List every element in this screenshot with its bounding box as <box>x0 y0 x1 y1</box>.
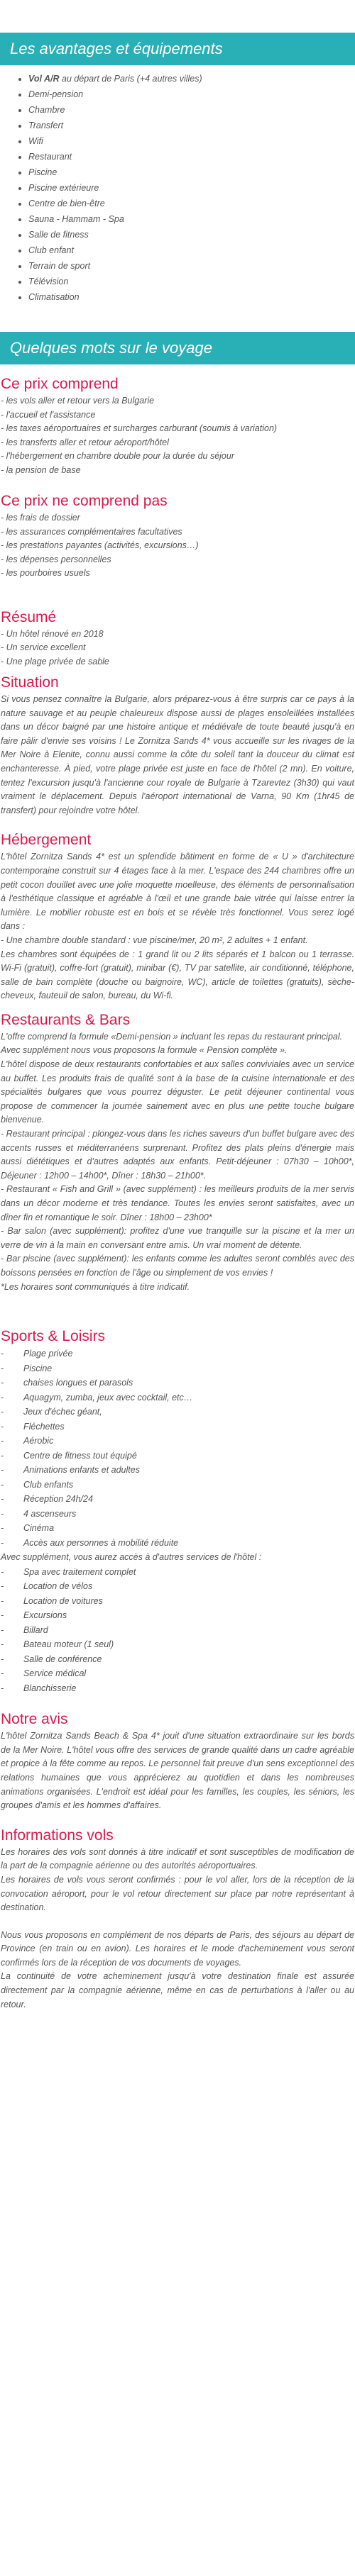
amenity-text: Terrain de sport <box>28 261 91 271</box>
amenities-list <box>0 71 355 305</box>
infos-text-1: Les horaires des vols sont donnés à titre indicatif et sont susceptibles de modification de la part de la compagnie aérienne ou des autorités aéroportuaires. <box>1 1846 354 1871</box>
amenity-text: Climatisation <box>28 292 80 302</box>
dash-marker: - <box>1 1537 23 1548</box>
heading-prix-compris: Ce prix comprend <box>1 376 119 392</box>
prix-non-compris-item: - les assurances complémentaires facultatives <box>1 526 182 537</box>
section-banner-avantages: Les avantages et équipements <box>0 33 355 65</box>
sports-supp-item-text: Salle de conférence <box>23 1654 102 1664</box>
hebergement-text-2: - Une chambre double standard : vue piscine/mer, 20 m², 2 adultes + 1 enfant. <box>1 935 308 945</box>
dash-marker: - <box>1 1668 23 1679</box>
infos-text-2: Les horaires de vols vous seront confirmés : pour le vol aller, lors de la réception de la convocation aéroport, pour le vol retour directement sur place par notre représentant à destination. <box>1 1874 354 1913</box>
dash-marker: - <box>1 1450 23 1461</box>
sports-supp-item-text: Spa avec traitement complet <box>23 1566 136 1577</box>
amenity-text: Chambre <box>28 105 65 115</box>
restaurants-text-6: - Bar salon (avec supplément): profitez d'une vue tranquille sur la piscine et la mer un verre de vin à la main en conversant entre amis. Un vrai moment de détente. <box>1 1226 354 1250</box>
sports-supp-intro: Avec supplément, vous aurez accès à d'autres services de l'hôtel : <box>1 1552 262 1563</box>
amenity-item <box>28 227 355 242</box>
sports-list <box>0 1346 355 1550</box>
avis-text: L'hôtel Zornitza Sands Beach & Spa 4* jouit d'une situation extraordinaire sur les bords de la Mer Noire. L'hôtel vous offre des services de grande qualité dans un cadre agréable et propice à la fête comme au repos. Le personnel fait preuve d'un sens exceptionnel des relations humaines que vous apprécierez au quotidien et dans les nombreuses animations organisées. L'endroit est idéal pour les familles, les couples, les séniors, les groupes d'amis et les hommes d'affaires. <box>1 1731 354 1811</box>
sports-item-text: 4 ascenseurs <box>23 1508 77 1519</box>
sports-item <box>0 1463 355 1478</box>
restaurants-text-8: *Les horaires sont communiqués à titre indicatif. <box>1 1281 190 1292</box>
dash-marker: - <box>1 1595 23 1606</box>
restaurants-text-2: Avec supplément nous vous proposons la formule « Pension complète ». <box>1 1045 288 1056</box>
sports-item <box>0 1521 355 1536</box>
dash-marker: - <box>1 1683 23 1693</box>
resume-list <box>0 628 355 669</box>
sports-item <box>0 1492 355 1507</box>
infos-text-3: Nous vous proposons en complément de nos départs de Paris, des séjours au départ de Province (en train ou en avion). Les horaires et le mode d'acheminement vous seront confirmés lors de la réception de vos documents de voyages. <box>1 1929 354 1968</box>
sports-item-text: Cinéma <box>23 1523 55 1534</box>
amenity-item <box>28 258 355 274</box>
heading-prix-non-compris: Ce prix ne comprend pas <box>1 493 168 509</box>
sports-item-text: Animations enfants et adultes <box>23 1465 140 1476</box>
amenity-item <box>28 165 355 180</box>
prix-compris-item: - l'hébergement en chambre double pour la durée du séjour <box>1 451 234 461</box>
resume-item: - Une plage privée de sable <box>1 656 109 667</box>
sports-supp-item <box>0 1623 355 1638</box>
dash-marker: - <box>1 1392 23 1403</box>
dash-marker: - <box>1 1407 23 1417</box>
heading-situation: Situation <box>1 674 59 691</box>
sports-item <box>0 1449 355 1463</box>
prix-non-compris-item: - les frais de dossier <box>1 513 80 523</box>
amenity-item <box>28 118 355 133</box>
restaurants-text-7: - Bar piscine (avec supplément): les enfants comme les adultes seront comblés avec des boissons pensées en fonction de l'âge ou simplement de vos envies ! <box>1 1254 354 1278</box>
amenity-item <box>28 289 355 305</box>
sports-item <box>0 1346 355 1361</box>
sports-item <box>0 1405 355 1420</box>
prix-non-compris-item: - les pourboires usuels <box>1 568 90 578</box>
dash-marker: - <box>1 1566 23 1577</box>
page <box>0 33 355 2012</box>
sports-supp-item-text: Service médical <box>23 1668 87 1679</box>
sports-supp-item <box>0 1652 355 1667</box>
amenity-item <box>28 87 355 102</box>
sports-supp-item-text: Excursions <box>23 1610 67 1621</box>
amenity-item <box>28 211 355 227</box>
sports-item-text: Fléchettes <box>23 1421 65 1432</box>
hebergement-text-1: L'hôtel Zornitza Sands 4* est un splendide bâtiment en forme de « U » d'architecture contemporaine construit sur 4 étages face à la mer. L'espace des 244 chambres offre un petit cocon douillet avec une jolie moquette moelleuse, des éléments de personnalisation à l'esthétique classique et agréable à l'œil et une grande baie vitrée qui laisse entrer la lumière. Le mobilier robuste est en bois et se révèle très fonctionnel. Vous serez logé dans : <box>1 852 354 932</box>
sports-supp-list <box>0 1565 355 1696</box>
prix-non-compris-item: - les prestations payantes (activités, excursions…) <box>1 540 199 550</box>
sports-item-text: chaises longues et parasols <box>23 1378 133 1388</box>
amenity-item <box>28 102 355 118</box>
sports-item-text: Aquagym, zumba, jeux avec cocktail, etc… <box>23 1392 193 1403</box>
sports-item <box>0 1536 355 1551</box>
restaurants-text-4: - Restaurant principal : plongez-vous dans les riches saveurs d'un buffet bulgare avec des accents russes et méditerranéens surprenant. Profitez des plats pleins d'énergie mais aussi diététiques et d'autres adaptés aux enfants. Petit-déjeuner : 07h30 – 10h00*, Déjeuner : 12h00 – 14h00*, Dîner : 18h30 – 21h00*. <box>1 1129 354 1181</box>
sports-supp-item <box>0 1608 355 1623</box>
sports-supp-item <box>0 1594 355 1609</box>
sports-supp-item <box>0 1565 355 1580</box>
amenity-item <box>28 180 355 196</box>
amenity-text: Centre de bien-être <box>28 199 105 208</box>
dash-marker: - <box>1 1523 23 1534</box>
amenity-text: Restaurant <box>28 152 72 162</box>
restaurants-text-3: L'hôtel dispose de deux restaurants confortables et aux salles conviviales avec un service au buffet. Les produits frais de qualité sont à la base de la cuisine internationale et des spécialités bulgares que vous pourrez déguster. Le petit déjeuner continental vous propose de commencer la journée sainement avec en plus une petite touche bulgare bienvenue. <box>1 1059 354 1125</box>
sports-item-text: Jeux d'échec géant, <box>23 1407 102 1417</box>
restaurants-text-5: - Restaurant « Fish and Grill » (avec supplément) : les meilleurs produits de la mer servis dans un décor moderne et très tendance. Toutes les envies seront satisfaites, avec un dîner fin et romantique le soir. Dîner : 18h00 – 23h00* <box>1 1184 354 1222</box>
sports-supp-item-text: Blanchisserie <box>23 1683 77 1693</box>
sports-item-text: Réception 24h/24 <box>23 1494 93 1505</box>
resume-item: - Un service excellent <box>1 642 86 652</box>
dash-marker: - <box>1 1494 23 1505</box>
sports-supp-item <box>0 1637 355 1652</box>
prix-compris-item: - les transferts aller et retour aéroport/hôtel <box>1 437 169 447</box>
section-banner-voyage: Quelques mots sur le voyage <box>0 332 355 364</box>
prix-compris-item: - la pension de base <box>1 464 81 475</box>
amenity-text: Piscine <box>28 167 58 177</box>
sports-item-text: Aérobic <box>23 1436 54 1446</box>
sports-supp-item <box>0 1666 355 1681</box>
sports-supp-item-text: Bateau moteur (1 seul) <box>23 1639 114 1650</box>
amenity-text: au départ de Paris (+4 autres villes) <box>59 74 202 84</box>
dash-marker: - <box>1 1436 23 1446</box>
prix-non-compris-list <box>0 511 355 581</box>
dash-marker: - <box>1 1479 23 1490</box>
dash-marker: - <box>1 1378 23 1388</box>
prix-compris-item: - l'accueil et l'assistance <box>1 409 96 420</box>
infos-text-4: La continuité de votre acheminement jusqu'à votre destination finale est assurée directement par la compagnie aérienne, même en cas de perturbations à l'aller ou au retour. <box>1 1971 354 2009</box>
dash-marker: - <box>1 1581 23 1592</box>
dash-marker: - <box>1 1654 23 1664</box>
resume-item: - Un hôtel rénové en 2018 <box>1 628 104 639</box>
sports-item <box>0 1434 355 1449</box>
heading-hebergement: Hébergement <box>1 832 92 849</box>
amenity-item <box>28 274 355 289</box>
amenity-item <box>28 133 355 149</box>
dash-marker: - <box>1 1465 23 1476</box>
prix-non-compris-item: - les dépenses personnelles <box>1 554 111 564</box>
dash-marker: - <box>1 1624 23 1635</box>
sports-item <box>0 1507 355 1522</box>
amenity-item <box>28 149 355 165</box>
hebergement-text-3: Les chambres sont équipées de : 1 grand lit ou 2 lits séparés et 1 balcon ou 1 terrasse. Wi-Fi (gratuit), coffre-fort (gratuit), minibar (€), TV par satellite, air conditionné, téléphone, salle de bain complète (douche ou baignoire, WC), article de toilettes (gratuits), sèche-cheveux, fauteuil de salon, bureau, du Wi-fi. <box>1 949 354 1001</box>
amenity-item <box>28 242 355 258</box>
sports-item-text: Plage privée <box>23 1349 73 1359</box>
dash-marker: - <box>1 1610 23 1621</box>
amenity-text: Demi-pension <box>28 89 84 99</box>
dash-marker: - <box>1 1349 23 1359</box>
amenity-bold: Vol A/R <box>28 74 60 84</box>
amenity-text: Transfert <box>28 121 64 130</box>
prix-compris-item: - les vols aller et retour vers la Bulgarie <box>1 396 155 406</box>
amenity-text: Piscine extérieure <box>28 183 99 193</box>
dash-marker: - <box>1 1508 23 1519</box>
dash-marker: - <box>1 1363 23 1373</box>
restaurants-text-1: L'offre comprend la formule «Demi-pension » incluant les repas du restaurant principal. <box>1 1031 343 1042</box>
sports-item-text: Piscine <box>23 1363 53 1373</box>
sports-item <box>0 1478 355 1493</box>
sports-supp-item <box>0 1579 355 1594</box>
amenity-text: Club enfant <box>28 245 74 255</box>
sports-supp-item <box>0 1681 355 1696</box>
sports-supp-item-text: Location de vélos <box>23 1581 93 1592</box>
amenity-text: Télévision <box>28 277 69 286</box>
sports-item <box>0 1361 355 1376</box>
dash-marker: - <box>1 1421 23 1432</box>
sports-item-text: Club enfants <box>23 1479 74 1490</box>
amenity-text: Sauna - Hammam - Spa <box>28 214 124 224</box>
dash-marker: - <box>1 1639 23 1650</box>
amenity-item <box>28 71 355 87</box>
heading-restaurants: Restaurants & Bars <box>1 1011 131 1028</box>
sports-item-text: Centre de fitness tout équipé <box>23 1450 137 1461</box>
prix-compris-list <box>0 394 355 477</box>
sports-item-text: Accès aux personnes à mobilité réduite <box>23 1537 179 1548</box>
amenity-text: Salle de fitness <box>28 230 89 240</box>
sports-item <box>0 1390 355 1405</box>
heading-avis: Notre avis <box>1 1711 68 1728</box>
situation-text: Si vous pensez connaître la Bulgarie, alors préparez-vous à être surpris car ce pays à la nature sauvage et au peuple chaleureux dispose aussi de plages ensoleillées installées dans un décor baigné par une histoire antique et médiévale de toute beauté jusqu'à en faire pâlir d'envie ses voisins ! Le Zornitza Sands 4* vous accueille sur les rivages de la Mer Noire à Elenite, connu aussi comme la côte du soleil tant la douceur du climat est enchanteresse. À pied, votre plage privée est juste en face de l'hôtel (2 mn). En voiture, tentez l'excursion jusqu'à l'ancienne cour royale de Bulgarie à Tzarevtez (3h30) qui vaut vraiment le déplacement. Depuis l'aéroport international de Varna, 90 Km (1hr45 de transfert) pour rejoindre votre hôtel. <box>1 694 354 815</box>
heading-infos-vols: Informations vols <box>1 1827 114 1844</box>
amenity-item <box>28 196 355 211</box>
sports-supp-item-text: Billard <box>23 1624 48 1635</box>
sports-item <box>0 1420 355 1434</box>
prix-compris-item: - les taxes aéroportuaires et surcharges carburant (soumis à variation) <box>1 423 278 433</box>
sports-supp-item-text: Location de voitures <box>23 1595 103 1606</box>
amenity-text: Wifi <box>28 136 43 146</box>
sports-item <box>0 1376 355 1390</box>
heading-sports: Sports & Loisirs <box>1 1328 106 1345</box>
heading-resume: Résumé <box>1 608 57 625</box>
